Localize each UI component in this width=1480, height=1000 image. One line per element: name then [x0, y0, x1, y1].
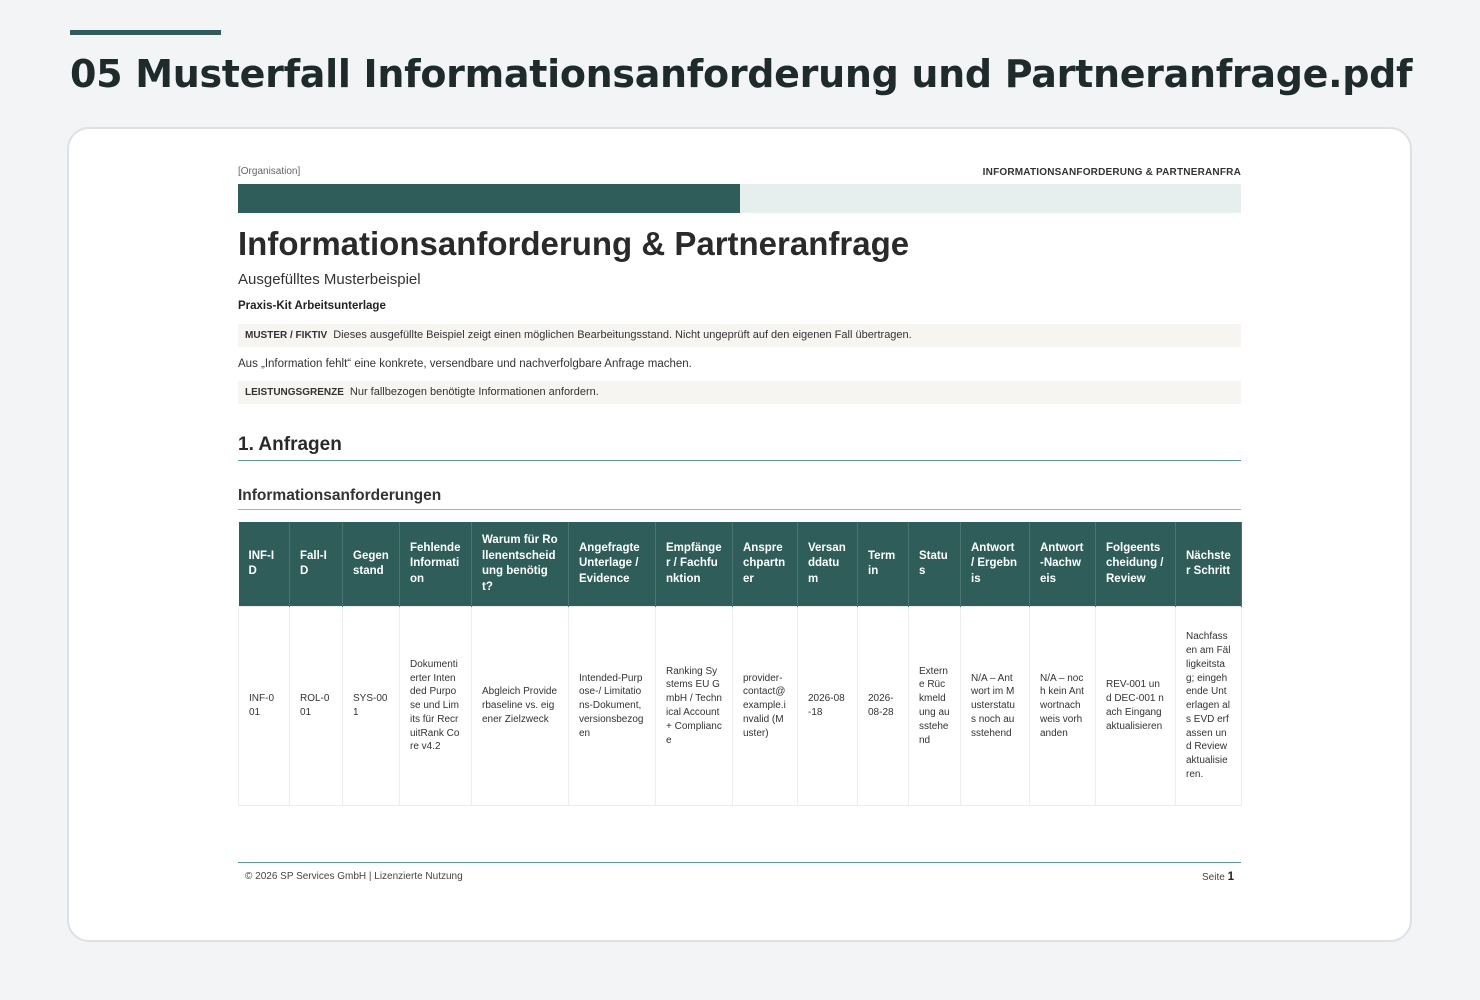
running-header: INFORMATIONSANFORDERUNG & PARTNERANFRA	[982, 167, 1241, 178]
column-header: Status	[909, 522, 961, 607]
column-header: Fall-ID	[290, 522, 343, 607]
table-header-row	[239, 522, 1242, 607]
file-title: 05 Musterfall Informationsanforderung und Partneranfrage.pdf	[70, 52, 1413, 96]
footer-rule	[238, 862, 1241, 863]
section-heading: 1. Anfragen	[238, 434, 1241, 461]
column-header: Empfänger / Fachfunktion	[656, 522, 733, 607]
page-number	[1202, 871, 1234, 883]
column-header: Nächster Schritt	[1176, 522, 1242, 607]
column-header: Folgeentscheidung / Review	[1096, 522, 1176, 607]
document-subtitle: Ausgefülltes Musterbeispiel	[238, 271, 421, 288]
title-accent-rule	[70, 30, 221, 35]
subsection-heading: Informationsanforderungen	[238, 487, 1241, 510]
table-cell: N/A – Antwort im Musterstatus noch ausstehend	[961, 607, 1030, 806]
sample-notice-tag: MUSTER / FIKTIV	[245, 330, 328, 341]
column-header: Warum für Rollenentscheidung benötigt?	[472, 522, 569, 607]
column-header: Fehlende Information	[400, 522, 472, 607]
purpose-statement: Aus „Information fehlt“ eine konkrete, versendbare und nachverfolgbare Anfrage machen.	[238, 358, 692, 370]
column-header: INF-ID	[239, 522, 290, 607]
table-cell: 2026-08-28	[858, 607, 909, 806]
table-cell: INF-001	[239, 607, 290, 806]
column-header: Antwort-Nachweis	[1030, 522, 1096, 607]
column-header: Gegenstand	[343, 522, 400, 607]
table-cell: Externe Rückmeldung ausstehend	[909, 607, 961, 806]
column-header: Versanddatum	[798, 522, 858, 607]
table-cell: Dokumentierter Intended Purpose und Limits für RecruitRank Core v4.2	[400, 607, 472, 806]
page-number-value: 1	[1227, 871, 1234, 883]
table-cell: ROL-001	[290, 607, 343, 806]
organisation-placeholder: [Organisation]	[238, 166, 301, 177]
column-header: Ansprechpartner	[733, 522, 798, 607]
table-cell: 2026-08-18	[798, 607, 858, 806]
footer-copyright: © 2026 SP Services GmbH | Lizenzierte Nutzung	[245, 871, 463, 882]
table-cell: provider-contact@example.invalid (Muster)	[733, 607, 798, 806]
table-cell: Nachfassen am Fälligkeitstag; eingehende Unterlagen als EVD erfassen und Review aktualisieren.	[1176, 607, 1242, 806]
limit-notice-tag: LEISTUNGSGRENZE	[245, 387, 344, 398]
sample-notice-text: Dieses ausgefüllte Beispiel zeigt einen möglichen Bearbeitungsstand. Nicht ungeprüft auf den eigenen Fall übertragen.	[333, 329, 912, 341]
progress-band	[238, 184, 1241, 213]
column-header: Angefragte Unterlage / Evidence	[569, 522, 656, 607]
information-requests-table	[238, 522, 1242, 806]
limit-notice	[238, 381, 1241, 404]
progress-band-fill	[238, 184, 740, 213]
table-cell: Intended-Purpose-/ Limitations-Dokument, versionsbezogen	[569, 607, 656, 806]
table-cell: REV-001 und DEC-001 nach Eingang aktualisieren	[1096, 607, 1176, 806]
limit-notice-text: Nur fallbezogen benötigte Informationen anfordern.	[349, 386, 599, 398]
document-title: Informationsanforderung & Partneranfrage	[238, 225, 910, 262]
column-header: Antwort / Ergebnis	[961, 522, 1030, 607]
kit-label: Praxis-Kit Arbeitsunterlage	[238, 300, 386, 312]
table-cell: SYS-001	[343, 607, 400, 806]
table-row	[239, 607, 1242, 806]
page-label: Seite	[1202, 872, 1225, 883]
column-header: Termin	[858, 522, 909, 607]
table-cell: Ranking Systems EU GmbH / Technical Account + Compliance	[656, 607, 733, 806]
table-cell: N/A – noch kein Antwortnachweis vorhanden	[1030, 607, 1096, 806]
sample-notice	[238, 324, 1241, 347]
table-cell: Abgleich Providerbaseline vs. eigener Zielzweck	[472, 607, 569, 806]
